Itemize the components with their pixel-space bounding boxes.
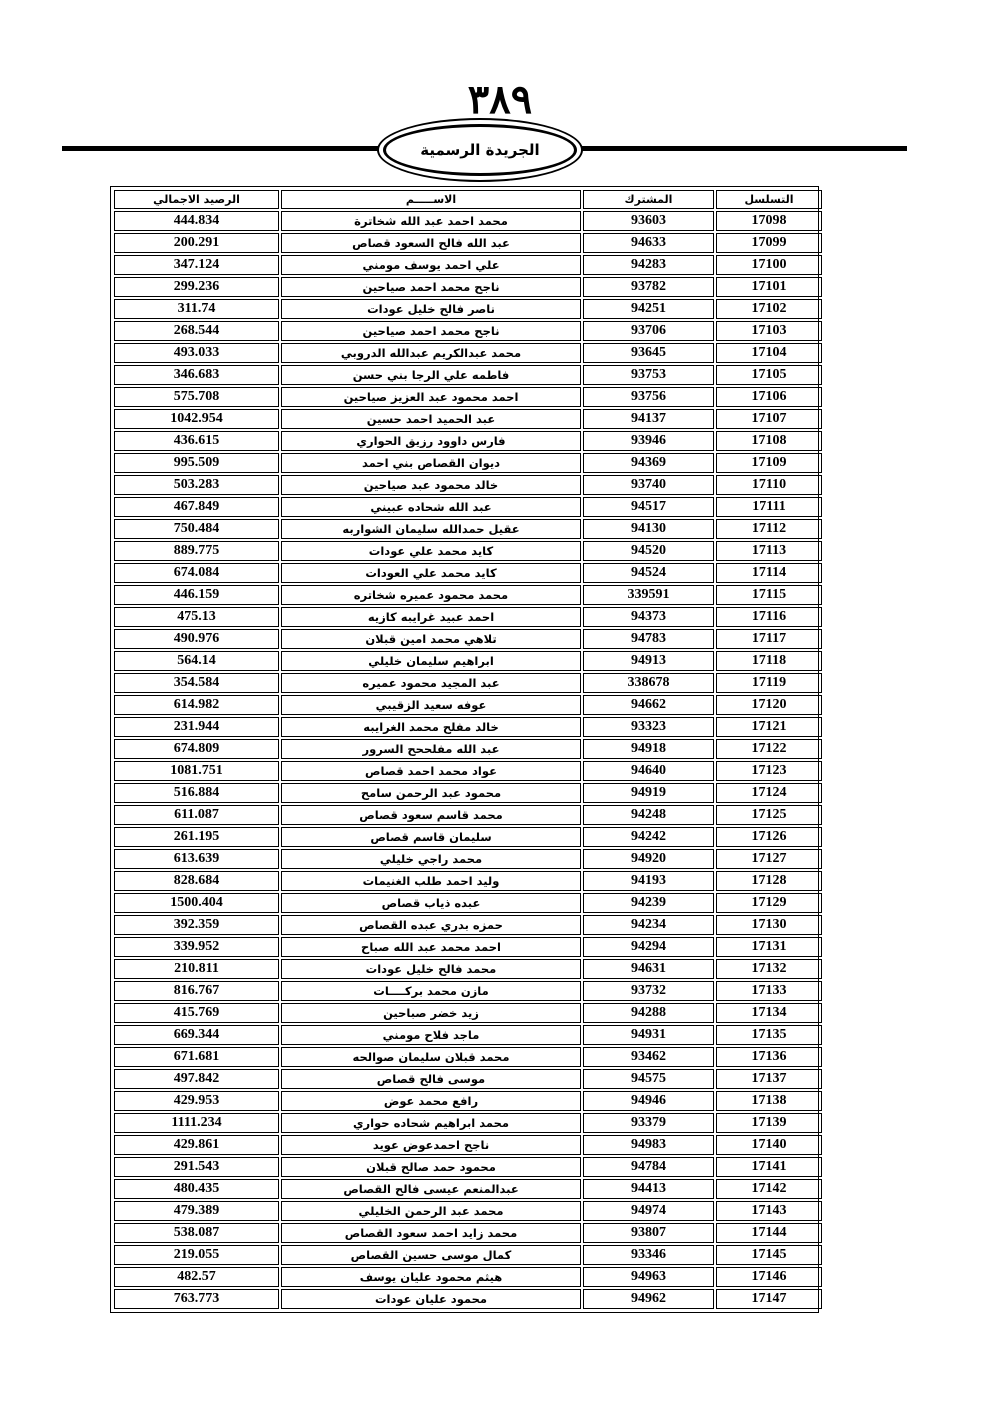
cell-name: سليمان قاسم قصاص xyxy=(281,827,581,847)
table-row xyxy=(114,211,822,231)
cell-subscriber: 93756 xyxy=(583,387,714,407)
cell-total: 475.13 xyxy=(114,607,279,627)
cell-subscriber: 94784 xyxy=(583,1157,714,1177)
cell-serial: 17147 xyxy=(716,1289,822,1309)
cell-serial: 17138 xyxy=(716,1091,822,1111)
cell-serial: 17116 xyxy=(716,607,822,627)
table-row xyxy=(114,541,822,561)
cell-name: فاطمه علي الرجا بني حسن xyxy=(281,365,581,385)
cell-name: فارس داوود رزيق الحواري xyxy=(281,431,581,451)
table-row xyxy=(114,475,822,495)
cell-name: ديوان القصاص بني احمد xyxy=(281,453,581,473)
cell-name: ماجد فلاح مومني xyxy=(281,1025,581,1045)
cell-serial: 17126 xyxy=(716,827,822,847)
cell-serial: 17106 xyxy=(716,387,822,407)
table-row xyxy=(114,497,822,517)
table-row xyxy=(114,1201,822,1221)
table-row xyxy=(114,827,822,847)
cell-name: عواد محمد احمد قصاص xyxy=(281,761,581,781)
table-row xyxy=(114,783,822,803)
cell-serial: 17139 xyxy=(716,1113,822,1133)
cell-total: 503.283 xyxy=(114,475,279,495)
table-row xyxy=(114,1003,822,1023)
cell-total: 339.952 xyxy=(114,937,279,957)
cell-subscriber: 94640 xyxy=(583,761,714,781)
cell-serial: 17107 xyxy=(716,409,822,429)
cell-total: 467.849 xyxy=(114,497,279,517)
cell-subscriber: 93732 xyxy=(583,981,714,1001)
cell-subscriber: 94524 xyxy=(583,563,714,583)
cell-serial: 17115 xyxy=(716,585,822,605)
cell-name: محمد محمود عميره شخاتره xyxy=(281,585,581,605)
table-row xyxy=(114,1267,822,1287)
cell-serial: 17144 xyxy=(716,1223,822,1243)
cell-subscriber: 94413 xyxy=(583,1179,714,1199)
cell-serial: 17108 xyxy=(716,431,822,451)
cell-total: 346.683 xyxy=(114,365,279,385)
table-row xyxy=(114,849,822,869)
cell-subscriber: 94242 xyxy=(583,827,714,847)
cell-total: 564.14 xyxy=(114,651,279,671)
cell-name: محمود عبد الرحمن سامح xyxy=(281,783,581,803)
table-row xyxy=(114,695,822,715)
table-row xyxy=(114,255,822,275)
table-row xyxy=(114,299,822,319)
cell-serial: 17135 xyxy=(716,1025,822,1045)
table-row xyxy=(114,1135,822,1155)
cell-serial: 17132 xyxy=(716,959,822,979)
cell-name: خالد محمود عبد صياحين xyxy=(281,475,581,495)
cell-subscriber: 94137 xyxy=(583,409,714,429)
cell-total: 210.811 xyxy=(114,959,279,979)
cell-subscriber: 94520 xyxy=(583,541,714,561)
cell-serial: 17121 xyxy=(716,717,822,737)
cell-name: خالد مفلح محمد الغرايبه xyxy=(281,717,581,737)
cell-total: 516.884 xyxy=(114,783,279,803)
table-row xyxy=(114,915,822,935)
cell-name: كايد محمد علي العودات xyxy=(281,563,581,583)
cell-total: 750.484 xyxy=(114,519,279,539)
cell-name: موسى فالح قصاص xyxy=(281,1069,581,1089)
cell-name: ناجح احمدعوض عويد xyxy=(281,1135,581,1155)
cell-name: عبد الحميد احمد حسين xyxy=(281,409,581,429)
cell-subscriber: 94369 xyxy=(583,453,714,473)
gazette-title-oval xyxy=(383,124,577,176)
cell-serial: 17100 xyxy=(716,255,822,275)
cell-serial: 17127 xyxy=(716,849,822,869)
cell-name: عبد الله مفلححح السرور xyxy=(281,739,581,759)
cell-name: محمد راجي خليلي xyxy=(281,849,581,869)
cell-total: 392.359 xyxy=(114,915,279,935)
cell-name: محمد قبلان سليمان صوالحه xyxy=(281,1047,581,1067)
column-header-serial: التسلسل xyxy=(716,190,822,209)
cell-name: حمزه بدري عبده القصاص xyxy=(281,915,581,935)
table-row xyxy=(114,629,822,649)
cell-name: محمود عليان عودات xyxy=(281,1289,581,1309)
table-row xyxy=(114,1069,822,1089)
cell-total: 671.681 xyxy=(114,1047,279,1067)
table-header-row xyxy=(114,190,822,209)
table-row xyxy=(114,1025,822,1045)
cell-serial: 17146 xyxy=(716,1267,822,1287)
cell-subscriber: 94783 xyxy=(583,629,714,649)
cell-subscriber: 93782 xyxy=(583,277,714,297)
cell-name: عبدالمنعم عيسى فالح القصاص xyxy=(281,1179,581,1199)
table-row xyxy=(114,585,822,605)
cell-subscriber: 94239 xyxy=(583,893,714,913)
cell-total: 611.087 xyxy=(114,805,279,825)
cell-name: ناجح محمد احمد صياحين xyxy=(281,321,581,341)
cell-total: 614.982 xyxy=(114,695,279,715)
cell-subscriber: 93379 xyxy=(583,1113,714,1133)
cell-name: عوفه سعيد الزقيبي xyxy=(281,695,581,715)
cell-total: 268.544 xyxy=(114,321,279,341)
cell-name: محمد زايد احمد سعود القصاص xyxy=(281,1223,581,1243)
cell-serial: 17141 xyxy=(716,1157,822,1177)
cell-total: 429.861 xyxy=(114,1135,279,1155)
cell-serial: 17110 xyxy=(716,475,822,495)
cell-subscriber: 339591 xyxy=(583,585,714,605)
cell-serial: 17113 xyxy=(716,541,822,561)
cell-total: 538.087 xyxy=(114,1223,279,1243)
table-row xyxy=(114,673,822,693)
cell-subscriber: 94517 xyxy=(583,497,714,517)
table-row xyxy=(114,1047,822,1067)
cell-subscriber: 94946 xyxy=(583,1091,714,1111)
table-row xyxy=(114,893,822,913)
cell-total: 497.842 xyxy=(114,1069,279,1089)
cell-total: 816.767 xyxy=(114,981,279,1001)
cell-name: احمد محمد عبد الله صباح xyxy=(281,937,581,957)
cell-name: ناصر فالح خليل عودات xyxy=(281,299,581,319)
cell-serial: 17125 xyxy=(716,805,822,825)
cell-name: محمد عبد الرحمن الخليلي xyxy=(281,1201,581,1221)
table-row xyxy=(114,1091,822,1111)
cell-total: 674.809 xyxy=(114,739,279,759)
table-row xyxy=(114,1113,822,1133)
cell-subscriber: 94294 xyxy=(583,937,714,957)
cell-name: عقيل حمدالله سليمان الشواربه xyxy=(281,519,581,539)
cell-total: 231.944 xyxy=(114,717,279,737)
table-row xyxy=(114,1245,822,1265)
table-row xyxy=(114,1223,822,1243)
cell-subscriber: 94931 xyxy=(583,1025,714,1045)
cell-serial: 17142 xyxy=(716,1179,822,1199)
cell-serial: 17102 xyxy=(716,299,822,319)
cell-serial: 17131 xyxy=(716,937,822,957)
cell-total: 354.584 xyxy=(114,673,279,693)
table-row xyxy=(114,387,822,407)
cell-total: 291.543 xyxy=(114,1157,279,1177)
cell-subscriber: 94974 xyxy=(583,1201,714,1221)
cell-total: 415.769 xyxy=(114,1003,279,1023)
cell-serial: 17137 xyxy=(716,1069,822,1089)
balances-table-frame xyxy=(110,186,819,1313)
cell-name: احمد عبيد غرايبه كازيه xyxy=(281,607,581,627)
cell-subscriber: 94920 xyxy=(583,849,714,869)
cell-total: 575.708 xyxy=(114,387,279,407)
cell-total: 493.033 xyxy=(114,343,279,363)
cell-subscriber: 94251 xyxy=(583,299,714,319)
cell-name: محمد عبدالكريم عبدالله الدروبي xyxy=(281,343,581,363)
cell-total: 1081.751 xyxy=(114,761,279,781)
cell-total: 669.344 xyxy=(114,1025,279,1045)
cell-subscriber: 338678 xyxy=(583,673,714,693)
cell-subscriber: 94913 xyxy=(583,651,714,671)
cell-serial: 17109 xyxy=(716,453,822,473)
cell-serial: 17122 xyxy=(716,739,822,759)
gazette-title: الجريدة الرسمية xyxy=(420,141,540,159)
cell-total: 1500.404 xyxy=(114,893,279,913)
cell-subscriber: 94234 xyxy=(583,915,714,935)
cell-serial: 17117 xyxy=(716,629,822,649)
table-row xyxy=(114,1157,822,1177)
cell-name: عبد الله فالح السعود قصاص xyxy=(281,233,581,253)
cell-subscriber: 94919 xyxy=(583,783,714,803)
cell-subscriber: 93323 xyxy=(583,717,714,737)
cell-serial: 17143 xyxy=(716,1201,822,1221)
table-row xyxy=(114,981,822,1001)
cell-serial: 17129 xyxy=(716,893,822,913)
page-number: ٣٨٩ xyxy=(467,76,533,123)
cell-name: كمال موسى حسين القصاص xyxy=(281,1245,581,1265)
cell-name: عبده ذياب قصاص xyxy=(281,893,581,913)
cell-total: 436.615 xyxy=(114,431,279,451)
table-row xyxy=(114,431,822,451)
table-row xyxy=(114,563,822,583)
cell-total: 763.773 xyxy=(114,1289,279,1309)
cell-serial: 17114 xyxy=(716,563,822,583)
cell-total: 674.084 xyxy=(114,563,279,583)
table-row xyxy=(114,871,822,891)
table-row xyxy=(114,937,822,957)
cell-name: محمد فالح خليل عودات xyxy=(281,959,581,979)
cell-name: كايد محمد علي عودات xyxy=(281,541,581,561)
cell-total: 347.124 xyxy=(114,255,279,275)
cell-total: 613.639 xyxy=(114,849,279,869)
cell-serial: 17119 xyxy=(716,673,822,693)
cell-total: 1111.234 xyxy=(114,1113,279,1133)
cell-serial: 17140 xyxy=(716,1135,822,1155)
cell-serial: 17130 xyxy=(716,915,822,935)
cell-name: تلاهي محمد امين قبلان xyxy=(281,629,581,649)
cell-subscriber: 93807 xyxy=(583,1223,714,1243)
cell-serial: 17101 xyxy=(716,277,822,297)
cell-subscriber: 94193 xyxy=(583,871,714,891)
cell-total: 482.57 xyxy=(114,1267,279,1287)
cell-subscriber: 93645 xyxy=(583,343,714,363)
cell-subscriber: 94283 xyxy=(583,255,714,275)
cell-name: محمد قاسم سعود قصاص xyxy=(281,805,581,825)
cell-total: 219.055 xyxy=(114,1245,279,1265)
table-row xyxy=(114,739,822,759)
cell-total: 311.74 xyxy=(114,299,279,319)
cell-subscriber: 94575 xyxy=(583,1069,714,1089)
cell-serial: 17098 xyxy=(716,211,822,231)
cell-serial: 17128 xyxy=(716,871,822,891)
cell-name: ناجح محمد احمد صياحين xyxy=(281,277,581,297)
cell-name: ابراهيم سليمان خليلي xyxy=(281,651,581,671)
table-row xyxy=(114,1179,822,1199)
table-row xyxy=(114,321,822,341)
cell-subscriber: 93603 xyxy=(583,211,714,231)
cell-subscriber: 94288 xyxy=(583,1003,714,1023)
cell-name: زيد خضر صباحين xyxy=(281,1003,581,1023)
cell-total: 828.684 xyxy=(114,871,279,891)
cell-subscriber: 93753 xyxy=(583,365,714,385)
cell-serial: 17145 xyxy=(716,1245,822,1265)
cell-total: 299.236 xyxy=(114,277,279,297)
cell-name: عبد المجيد محمود عميره xyxy=(281,673,581,693)
cell-name: وليد احمد طلب الغنيمات xyxy=(281,871,581,891)
cell-subscriber: 94983 xyxy=(583,1135,714,1155)
table-row xyxy=(114,453,822,473)
table-row xyxy=(114,365,822,385)
cell-name: محمد احمد عبد الله شخاترة xyxy=(281,211,581,231)
table-row xyxy=(114,519,822,539)
cell-subscriber: 94963 xyxy=(583,1267,714,1287)
cell-subscriber: 93462 xyxy=(583,1047,714,1067)
cell-name: محمود حمد صالح قبلان xyxy=(281,1157,581,1177)
cell-serial: 17120 xyxy=(716,695,822,715)
cell-subscriber: 94962 xyxy=(583,1289,714,1309)
cell-total: 995.509 xyxy=(114,453,279,473)
cell-name: علي احمد يوسف مومني xyxy=(281,255,581,275)
table-row xyxy=(114,717,822,737)
cell-name: رافع محمد عوض xyxy=(281,1091,581,1111)
table-row xyxy=(114,1289,822,1309)
cell-serial: 17105 xyxy=(716,365,822,385)
cell-subscriber: 94373 xyxy=(583,607,714,627)
cell-total: 480.435 xyxy=(114,1179,279,1199)
cell-subscriber: 93946 xyxy=(583,431,714,451)
cell-subscriber: 94248 xyxy=(583,805,714,825)
cell-serial: 17112 xyxy=(716,519,822,539)
cell-serial: 17118 xyxy=(716,651,822,671)
cell-name: مازن محمد بركــــات xyxy=(281,981,581,1001)
column-header-name: الاســـــم xyxy=(281,190,581,209)
cell-subscriber: 94631 xyxy=(583,959,714,979)
cell-serial: 17136 xyxy=(716,1047,822,1067)
cell-serial: 17099 xyxy=(716,233,822,253)
cell-serial: 17133 xyxy=(716,981,822,1001)
table-row xyxy=(114,409,822,429)
cell-serial: 17111 xyxy=(716,497,822,517)
cell-total: 479.389 xyxy=(114,1201,279,1221)
cell-total: 446.159 xyxy=(114,585,279,605)
table-row xyxy=(114,959,822,979)
cell-serial: 17124 xyxy=(716,783,822,803)
cell-serial: 17123 xyxy=(716,761,822,781)
cell-subscriber: 93740 xyxy=(583,475,714,495)
cell-name: محمد ابراهيم شحاده حواري xyxy=(281,1113,581,1133)
cell-total: 490.976 xyxy=(114,629,279,649)
cell-name: عبد الله شحاده عبيني xyxy=(281,497,581,517)
column-header-subscriber: المشترك xyxy=(583,190,714,209)
cell-name: احمد محمود عبد العزيز صياحين xyxy=(281,387,581,407)
cell-total: 200.291 xyxy=(114,233,279,253)
table-row xyxy=(114,805,822,825)
table-row xyxy=(114,761,822,781)
table-row xyxy=(114,607,822,627)
cell-subscriber: 94130 xyxy=(583,519,714,539)
cell-total: 429.953 xyxy=(114,1091,279,1111)
cell-serial: 17103 xyxy=(716,321,822,341)
column-header-total: الرصيد الاجمالي xyxy=(114,190,279,209)
balances-table xyxy=(112,188,824,1311)
cell-subscriber: 93706 xyxy=(583,321,714,341)
cell-serial: 17134 xyxy=(716,1003,822,1023)
cell-subscriber: 94918 xyxy=(583,739,714,759)
cell-subscriber: 93346 xyxy=(583,1245,714,1265)
cell-total: 444.834 xyxy=(114,211,279,231)
table-row xyxy=(114,651,822,671)
cell-subscriber: 94662 xyxy=(583,695,714,715)
table-row xyxy=(114,277,822,297)
cell-total: 1042.954 xyxy=(114,409,279,429)
table-row xyxy=(114,343,822,363)
cell-serial: 17104 xyxy=(716,343,822,363)
table-row xyxy=(114,233,822,253)
cell-total: 889.775 xyxy=(114,541,279,561)
cell-total: 261.195 xyxy=(114,827,279,847)
cell-name: هيثم محمود عليان يوسف xyxy=(281,1267,581,1287)
cell-subscriber: 94633 xyxy=(583,233,714,253)
